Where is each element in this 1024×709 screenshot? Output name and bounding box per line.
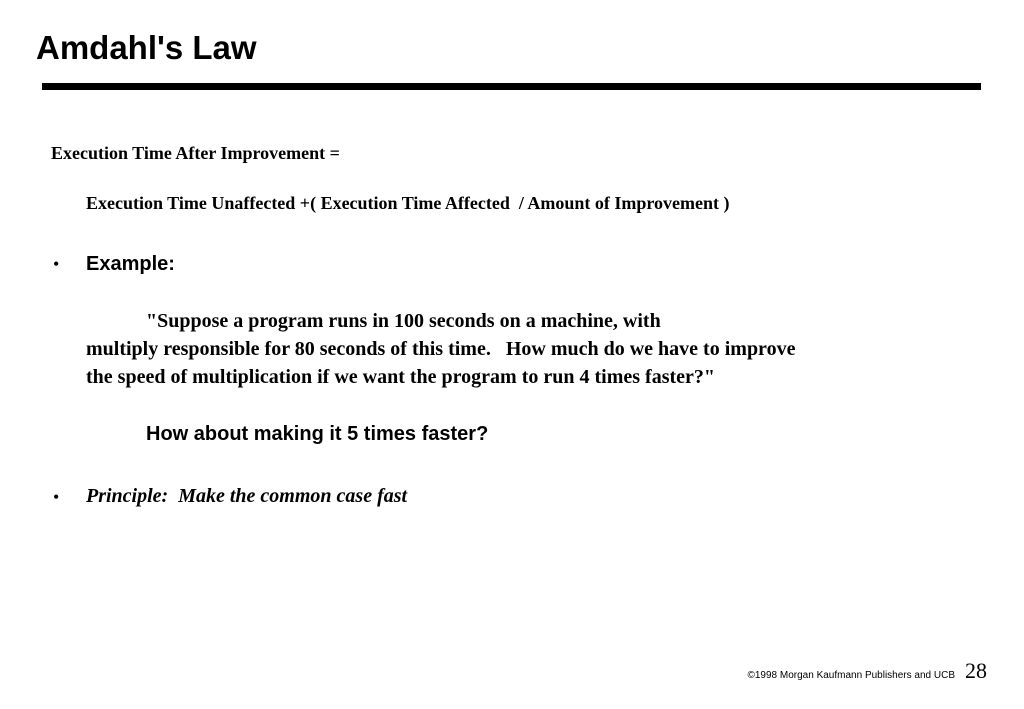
quote-line: "Suppose a program runs in 100 seconds on a machine, with [146, 310, 661, 332]
example-quote [86, 307, 966, 391]
page-number: 28 [965, 658, 987, 683]
copyright-notice: ©1998 Morgan Kaufmann Publishers and UCB [747, 670, 955, 681]
principle-text: Principle: Make the common case fast [86, 485, 408, 507]
formula-heading: Execution Time After Improvement = [51, 143, 340, 163]
example-followup: How about making it 5 times faster? [146, 423, 489, 445]
quote-line: multiply responsible for 80 seconds of this time. How much do we have to improve [86, 338, 796, 360]
quote-line: the speed of multiplication if we want the program to run 4 times faster?" [86, 366, 715, 388]
slide-footer [748, 658, 988, 684]
title-divider [42, 83, 981, 90]
slide-title: Amdahl's Law [36, 29, 257, 66]
bullet-marker: • [53, 487, 60, 507]
example-label: Example: [86, 253, 175, 275]
formula-expression: Execution Time Unaffected +( Execution Time Affected / Amount of Improvement ) [86, 193, 730, 213]
bullet-marker: • [53, 254, 60, 274]
